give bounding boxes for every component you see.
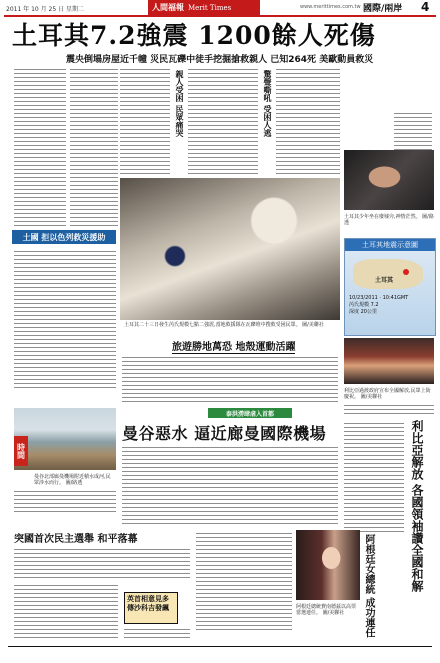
tunisia-headline: 突國首次民主選舉 和平落幕 [14,534,138,545]
page-number: 4 [421,0,430,14]
tectonic-article [122,354,338,404]
uk-headline-text: 英首相意見多 傳沙科吉發飆 [127,595,169,612]
article-column-3 [120,66,170,176]
israel-aid-headline [12,230,116,244]
map-legend [349,295,431,316]
uk-article-2 [124,626,190,638]
article-column-2 [70,66,118,228]
libya-crowd-caption: 利比亞過渡政府宣布全國解放,民眾上街慶祝。 圖/美聯社 [344,388,431,400]
main-headline: 土耳其7.2強震 1200餘人死傷 [12,21,376,50]
tectonic-subhead: 旅遊勝地萬恐 地殼運動活躍 [172,338,295,354]
thai-flood-tag [208,408,292,418]
thai-flood-tag-text: 泰洪澇肆虐入首都 [225,410,274,418]
thai-article-left [14,488,116,512]
libya-article [344,420,404,532]
article-column-1 [14,66,66,228]
tunisia-article [14,546,190,578]
site-url: www.merittimes.com.tw [300,4,361,10]
libya-headline: 利比亞解放 各國領袖讚全國和解 [410,420,424,593]
flood-photo-caption: 曼谷北部廊曼機場附近積水成河,民眾涉水而行。 圖/路透 [34,474,111,486]
logo-english: Merit Times [188,3,232,12]
panic-subhead: 驚聲嘶吼 受困人逃 [263,70,272,137]
thai-flood-headline: 曼谷惡水 逼近廊曼國際機場 [122,424,327,443]
argentina-president-photo [296,530,360,600]
article-column-5 [276,66,340,176]
thai-article [122,444,338,526]
bottom-rule [8,646,432,647]
article-column-4 [188,66,258,176]
uk-article [14,582,118,638]
time-box-text: 時間 [16,443,26,459]
argentina-photo-caption: 阿根廷總統費南德茲以高票當選連任。 圖/美聯社 [296,604,357,616]
newspaper-logo [148,0,260,15]
article-column-6 [394,110,432,150]
turkey-map [344,238,436,336]
logo-chinese: 人間福報 [152,3,184,12]
earthquake-photo [120,178,340,320]
map-country-label: 土耳其 [375,277,394,284]
libya-intro [344,402,434,416]
main-subhead: 震央倒塌房屋近千幢 災民瓦礫中徒手挖掘搶救親人 已知264死 美歐動員救災 [66,55,374,65]
map-title: 土耳其地震示意圖 [345,239,435,251]
epicenter-marker-icon [403,269,409,275]
libya-crowd-photo [344,338,434,384]
map-legend-magnitude: 芮氏規模 7.2 [349,302,379,308]
map-legend-depth: 深度 20公里 [349,309,377,315]
map-landmass [353,259,423,289]
issue-date: 2011 年 10 月 25 日 星期二 [6,6,84,13]
rescue-subhead: 親人受困 民眾痛哭 [175,70,184,137]
uk-headline [124,592,178,624]
boy-photo [344,150,434,210]
section-label: 國際/兩岸 [363,4,403,14]
israel-aid-text: 土國 拒以色列救災援助 [22,232,106,242]
israel-article [14,248,116,388]
map-legend-time: 10/23/2011 · 10:41GMT [349,295,409,301]
earthquake-photo-caption: 土耳其二十三日發生芮氏規模七點二強震,當地救援隊在瓦礫堆中搜救受困民眾。 圖/美聯社 [124,322,324,328]
argentina-headline: 阿根廷女總統 成功連任 [363,534,374,638]
time-box [14,436,28,466]
flood-photo [14,408,116,470]
boy-photo-caption: 土耳其少年坐在廢墟旁,神情茫然。 圖/路透 [344,214,434,226]
argentina-article [196,530,292,630]
